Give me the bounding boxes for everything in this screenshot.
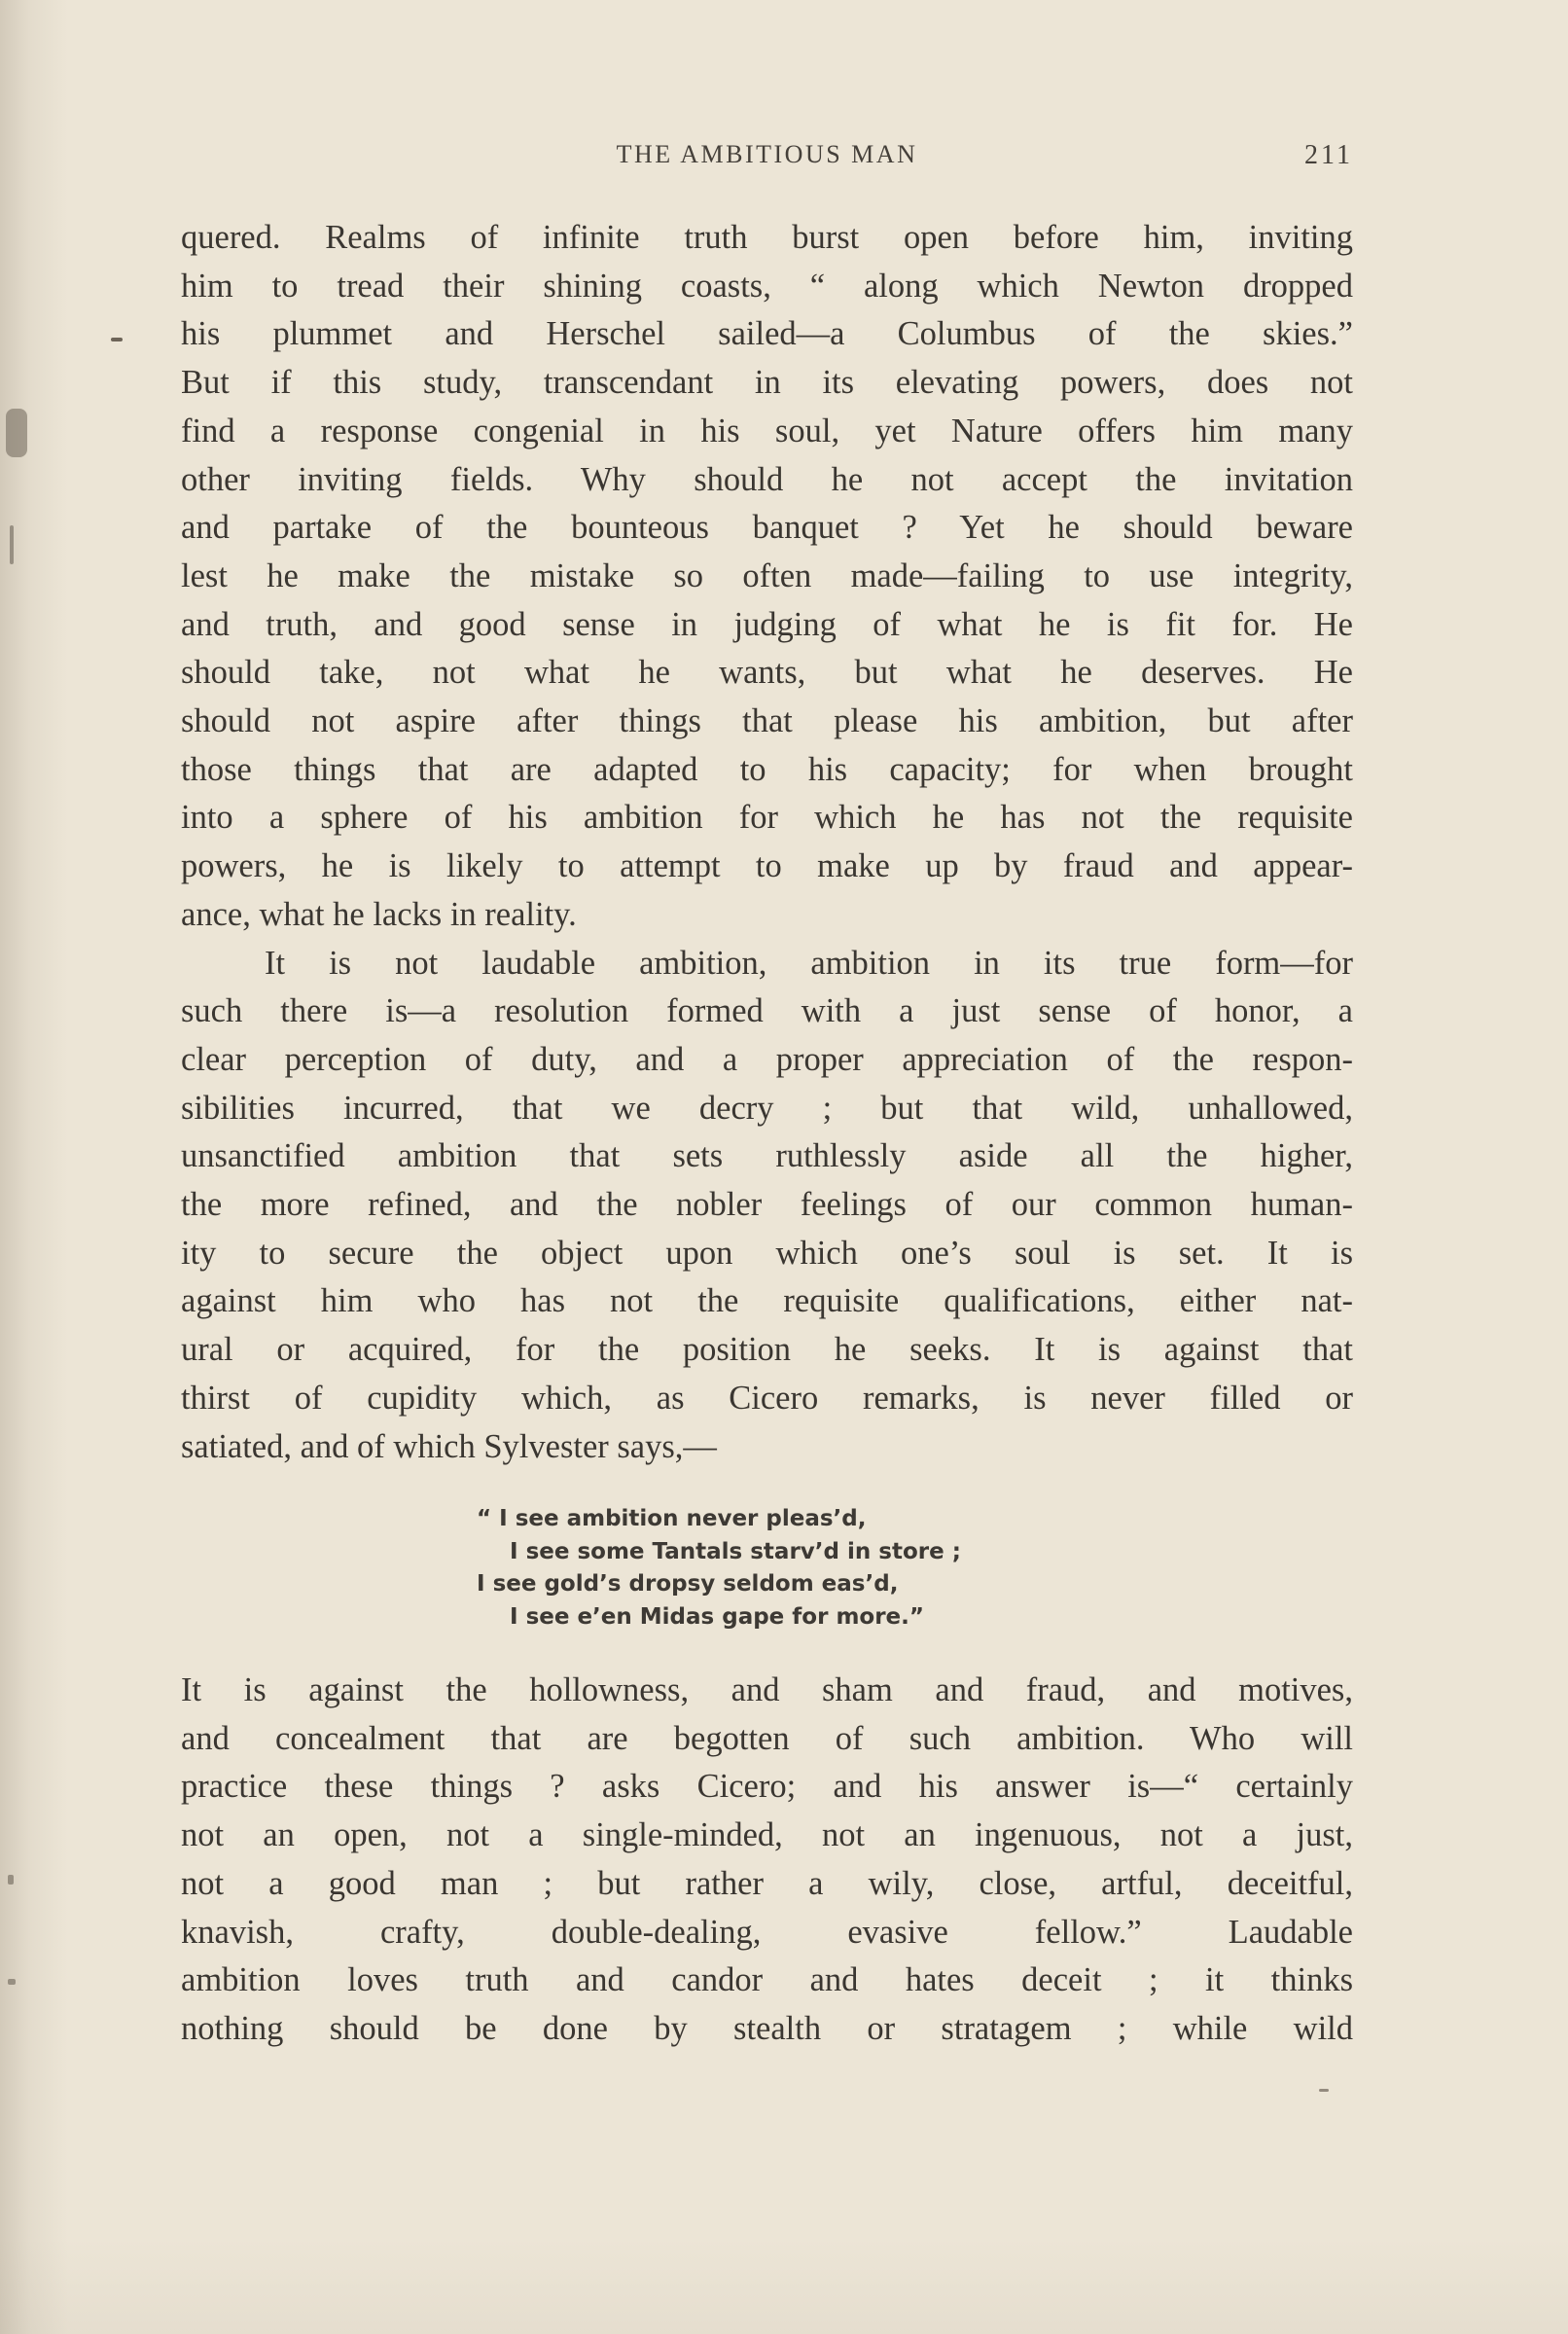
page-number: 211 bbox=[1304, 140, 1353, 170]
text-line: him to tread their shining coasts, “ along which Newton dropped bbox=[181, 267, 1353, 305]
verse-line: “ I see ambition never pleas’d, bbox=[477, 1506, 867, 1531]
margin-mark bbox=[6, 409, 27, 457]
text-line: the more refined, and the nobler feelings of our common human- bbox=[181, 1186, 1353, 1224]
text-line: his plummet and Herschel sailed—a Columbus of the skies.” bbox=[181, 315, 1353, 353]
text-line: into a sphere of his ambition for which he has not the requisite bbox=[181, 799, 1353, 837]
text-line: not a good man ; but rather a wily, close, artful, deceitful, bbox=[181, 1864, 1353, 1902]
margin-mark bbox=[8, 1875, 14, 1885]
text-line: clear perception of duty, and a proper appreciation of the respon- bbox=[181, 1040, 1353, 1078]
text-line: find a response congenial in his soul, yet Nature offers him many bbox=[181, 412, 1353, 449]
text-line: But if this study, transcendant in its elevating powers, does not bbox=[181, 364, 1353, 402]
text-line: against him who has not the requisite qualifications, either nat- bbox=[181, 1282, 1353, 1320]
text-line: not an open, not a single-minded, not an ingenuous, not a just, bbox=[181, 1816, 1353, 1854]
text-line: ural or acquired, for the position he seeks. It is against that bbox=[181, 1331, 1353, 1369]
text-line: such there is—a resolution formed with a just sense of honor, a bbox=[181, 992, 1353, 1030]
text-line: ity to secure the object upon which one’s soul is set. It is bbox=[181, 1234, 1353, 1272]
paragraph-1 bbox=[181, 214, 1353, 940]
text-line: ambition loves truth and candor and hates deceit ; it thinks bbox=[181, 1961, 1353, 1999]
margin-mark bbox=[111, 338, 123, 341]
verse-line: I see some Tantals starv’d in store ; bbox=[510, 1538, 961, 1564]
text-line: It is not laudable ambition, ambition in its true form—for bbox=[265, 944, 1353, 982]
text-line: those things that are adapted to his capacity; for when brought bbox=[181, 750, 1353, 788]
text-line: and partake of the bounteous banquet ? Yet he should beware bbox=[181, 509, 1353, 547]
text-line: lest he make the mistake so often made—failing to use integrity, bbox=[181, 557, 1353, 594]
text-line: knavish, crafty, double-dealing, evasive fellow.” Laudable bbox=[181, 1913, 1353, 1951]
running-header bbox=[181, 140, 1353, 179]
body-text-continued bbox=[181, 1667, 1353, 2054]
paragraph-2 bbox=[181, 940, 1353, 1472]
text-line: should take, not what he wants, but what he deserves. He bbox=[181, 654, 1353, 692]
verse-line: I see e’en Midas gape for more.” bbox=[510, 1603, 925, 1630]
text-line: unsanctified ambition that sets ruthlessly aside all the higher, bbox=[181, 1137, 1353, 1175]
text-line: practice these things ? asks Cicero; and his answer is—“ certainly bbox=[181, 1768, 1353, 1806]
text-line: and truth, and good sense in judging of what he is fit for. He bbox=[181, 605, 1353, 643]
text-line: powers, he is likely to attempt to make up by fraud and appear- bbox=[181, 847, 1353, 885]
running-title: THE AMBITIOUS MAN bbox=[616, 140, 918, 168]
text-line: should not aspire after things that please his ambition, but after bbox=[181, 702, 1353, 740]
margin-mark bbox=[1319, 2089, 1329, 2092]
text-line: and concealment that are begotten of such ambition. Who will bbox=[181, 1719, 1353, 1757]
text-line: thirst of cupidity which, as Cicero remarks, is never filled or bbox=[181, 1379, 1353, 1417]
text-line: It is against the hollowness, and sham and fraud, and motives, bbox=[181, 1671, 1353, 1708]
text-line: ance, what he lacks in reality. bbox=[181, 895, 577, 933]
verse-line: I see gold’s dropsy seldom eas’d, bbox=[477, 1571, 899, 1597]
text-line: other inviting fields. Why should he not accept the invitation bbox=[181, 460, 1353, 498]
text-line: satiated, and of which Sylvester says,— bbox=[181, 1427, 717, 1465]
margin-mark bbox=[10, 525, 14, 564]
text-line: nothing should be done by stealth or stratagem ; while wild bbox=[181, 2009, 1353, 2047]
text-line: quered. Realms of infinite truth burst open before him, inviting bbox=[181, 219, 1353, 256]
quoted-verse bbox=[477, 1503, 961, 1634]
margin-mark bbox=[8, 1979, 16, 1985]
text-line: sibilities incurred, that we decry ; but that wild, unhallowed, bbox=[181, 1089, 1353, 1127]
body-text bbox=[181, 214, 1353, 1471]
paragraph-3 bbox=[181, 1667, 1353, 2054]
